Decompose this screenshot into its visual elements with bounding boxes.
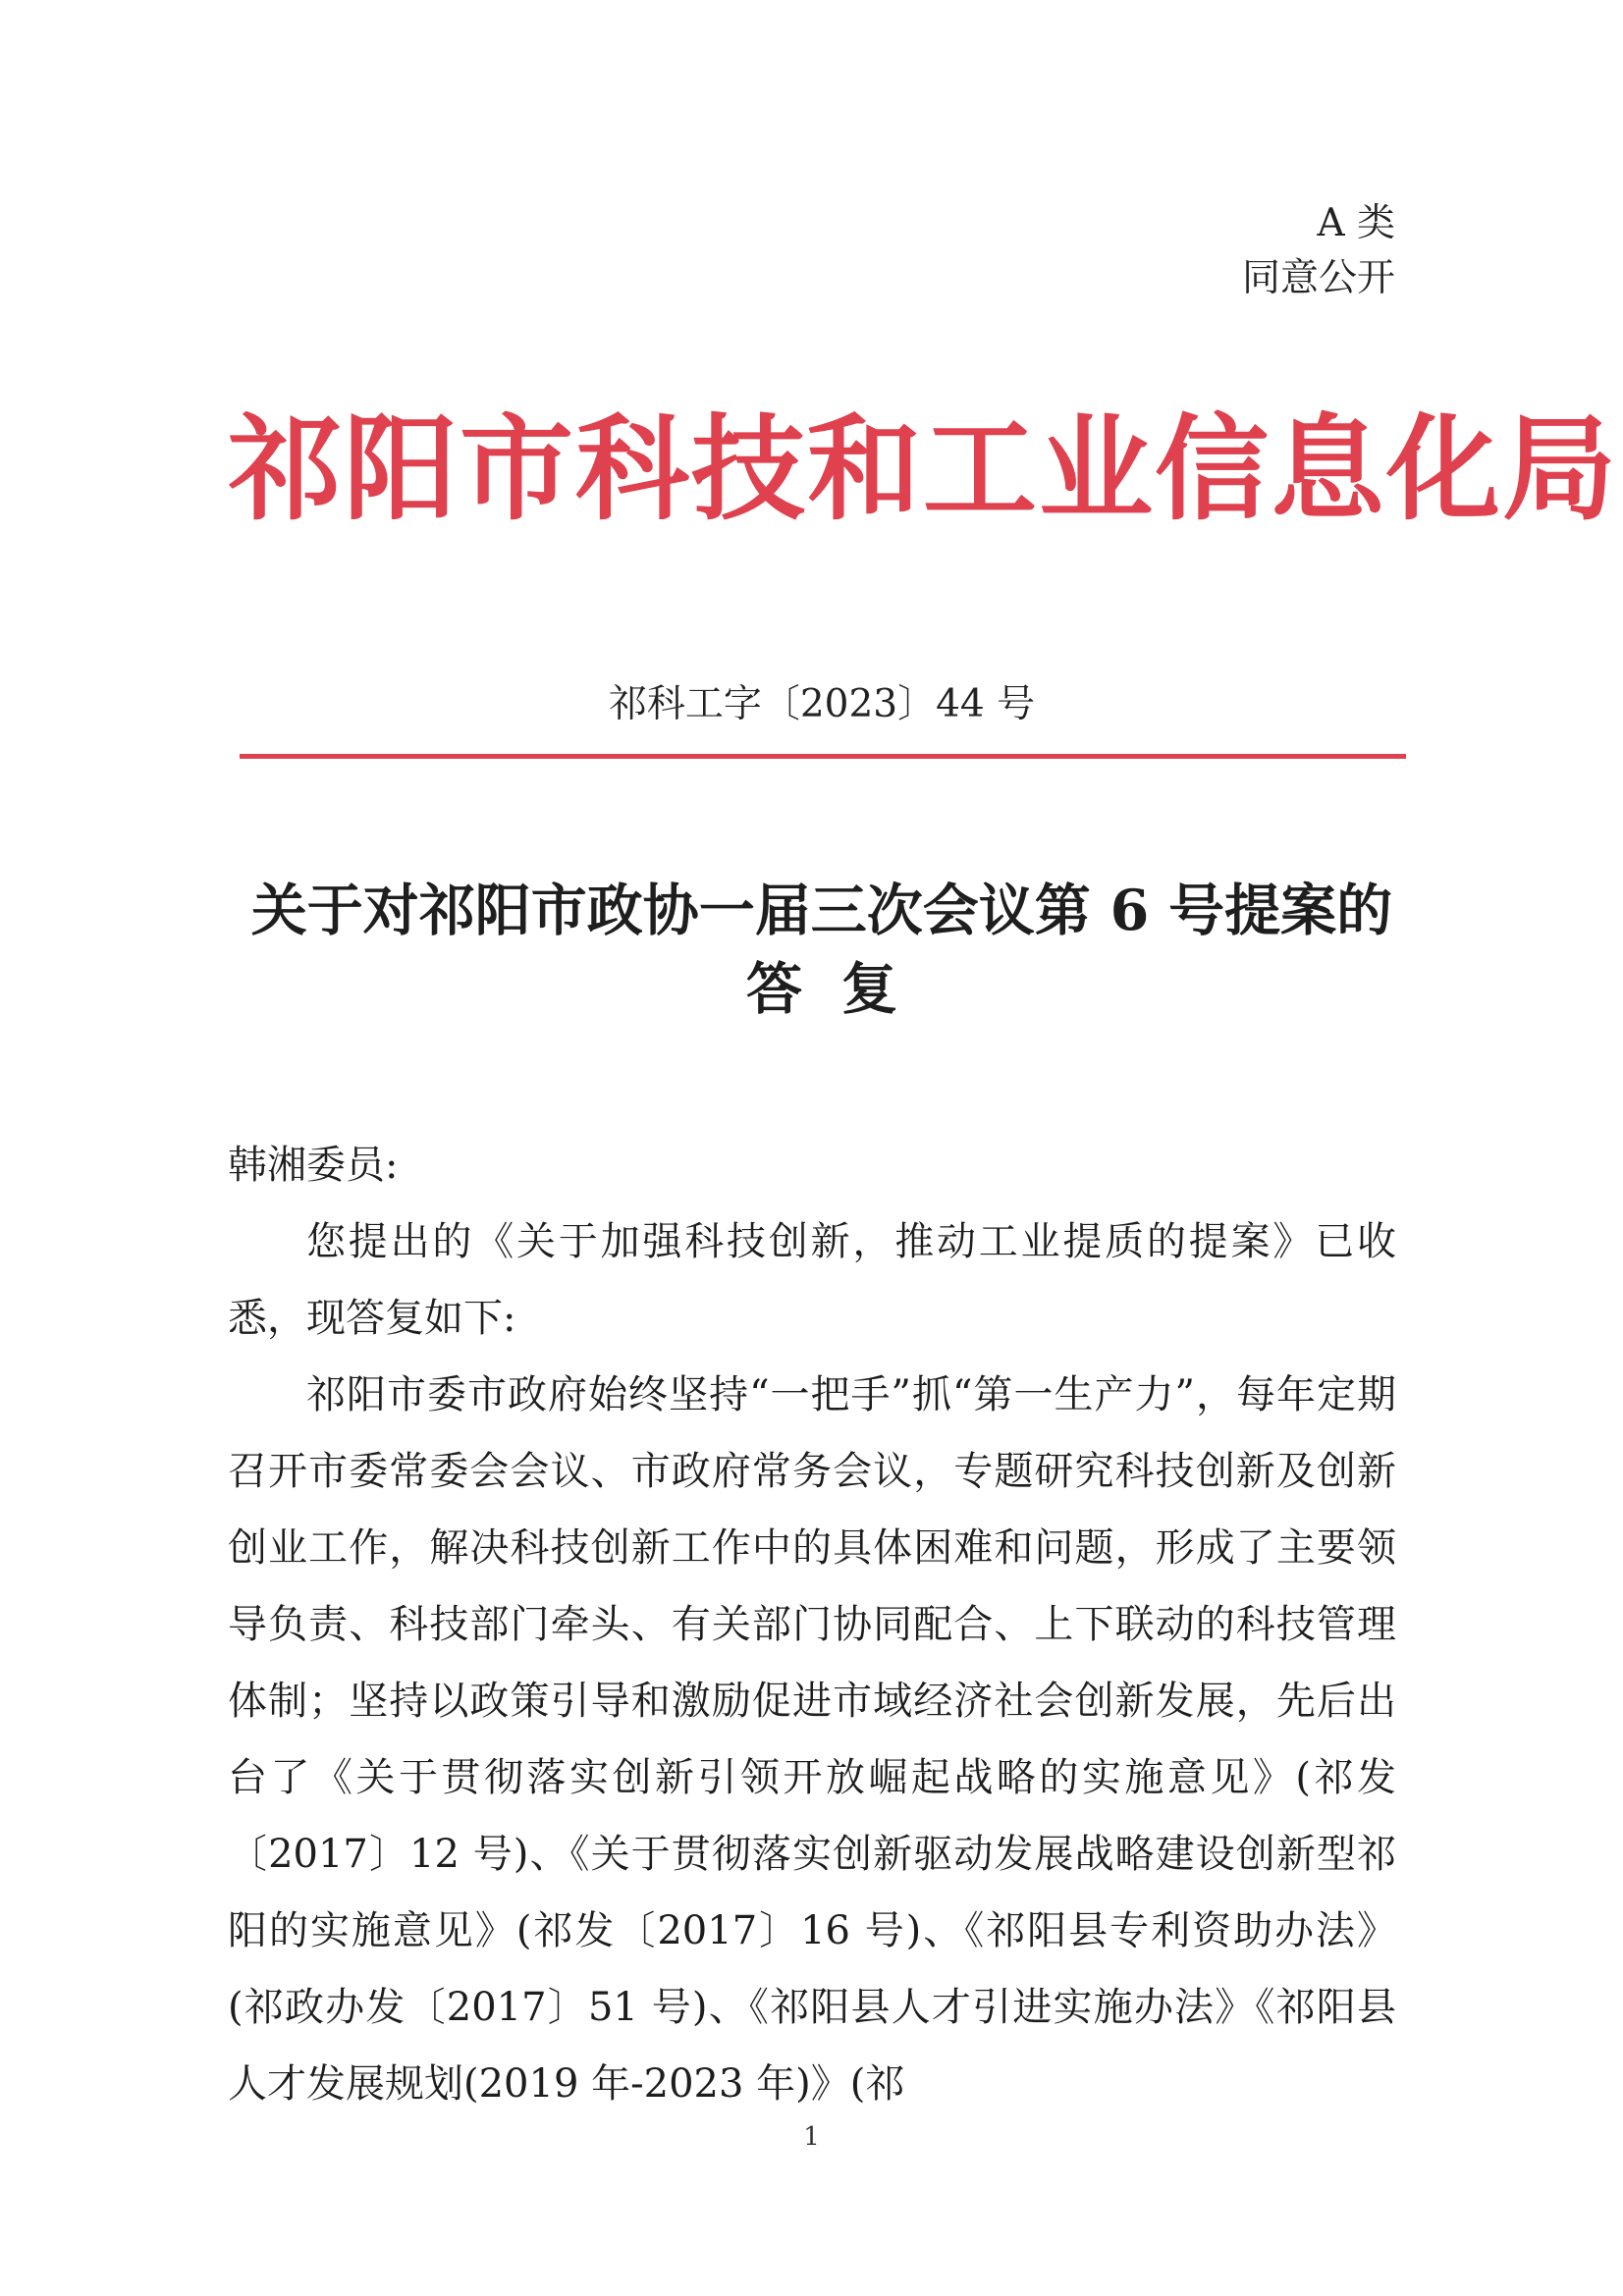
reply-title — [216, 872, 1428, 1029]
letterhead-divider — [240, 754, 1406, 759]
document-number: 祁科工字〔2023〕44 号 — [608, 682, 1036, 726]
org-letterhead: 祁阳市科技和工业信息化局 — [228, 402, 1618, 536]
reply-title-line-2: 答复 — [746, 956, 937, 1022]
salutation: 韩湘委员: — [228, 1143, 399, 1188]
document-body — [228, 1127, 1396, 2122]
body-paragraph-2: 祁阳市委市政府始终坚持“一把手”抓“第一生产力”，每年定期召开市委常委会会议、市政府常务会议，专题研究科技创新及创新创业工作，解决科技创新工作中的具体困难和问题，形成了主要领导负责、科技部门牵头、有关部门协同配合、上下联动的科技管理体制；坚持以政策引导和激励促进市域经济社会创新发展，先后出台了《关于贯彻落实创新引领开放崛起战略的实施意见》(祁发〔2017〕12 号)、《关于贯彻落实创新驱动发展战略建设创新型祁阳的实施意见》(祁发〔2017〕16 号)、《祁阳县专利资助办法》(祁政办发〔2017〕51 号)、《祁阳县人才引进实施办法》《祁阳县人才发展规划(2019 年-2023 年)》(祁 — [228, 1372, 1396, 2107]
category-label: A 类 — [1317, 201, 1395, 245]
disclosure-label: 同意公开 — [1241, 256, 1395, 300]
classification-block — [1242, 196, 1395, 306]
page-number: 1 — [803, 2122, 820, 2152]
body-paragraph-1: 您提出的《关于加强科技创新，推动工业提质的提案》已收悉，现答复如下: — [228, 1219, 1396, 1341]
reply-title-line-1: 关于对祁阳市政协一届三次会议第 6 号提案的 — [250, 878, 1393, 943]
